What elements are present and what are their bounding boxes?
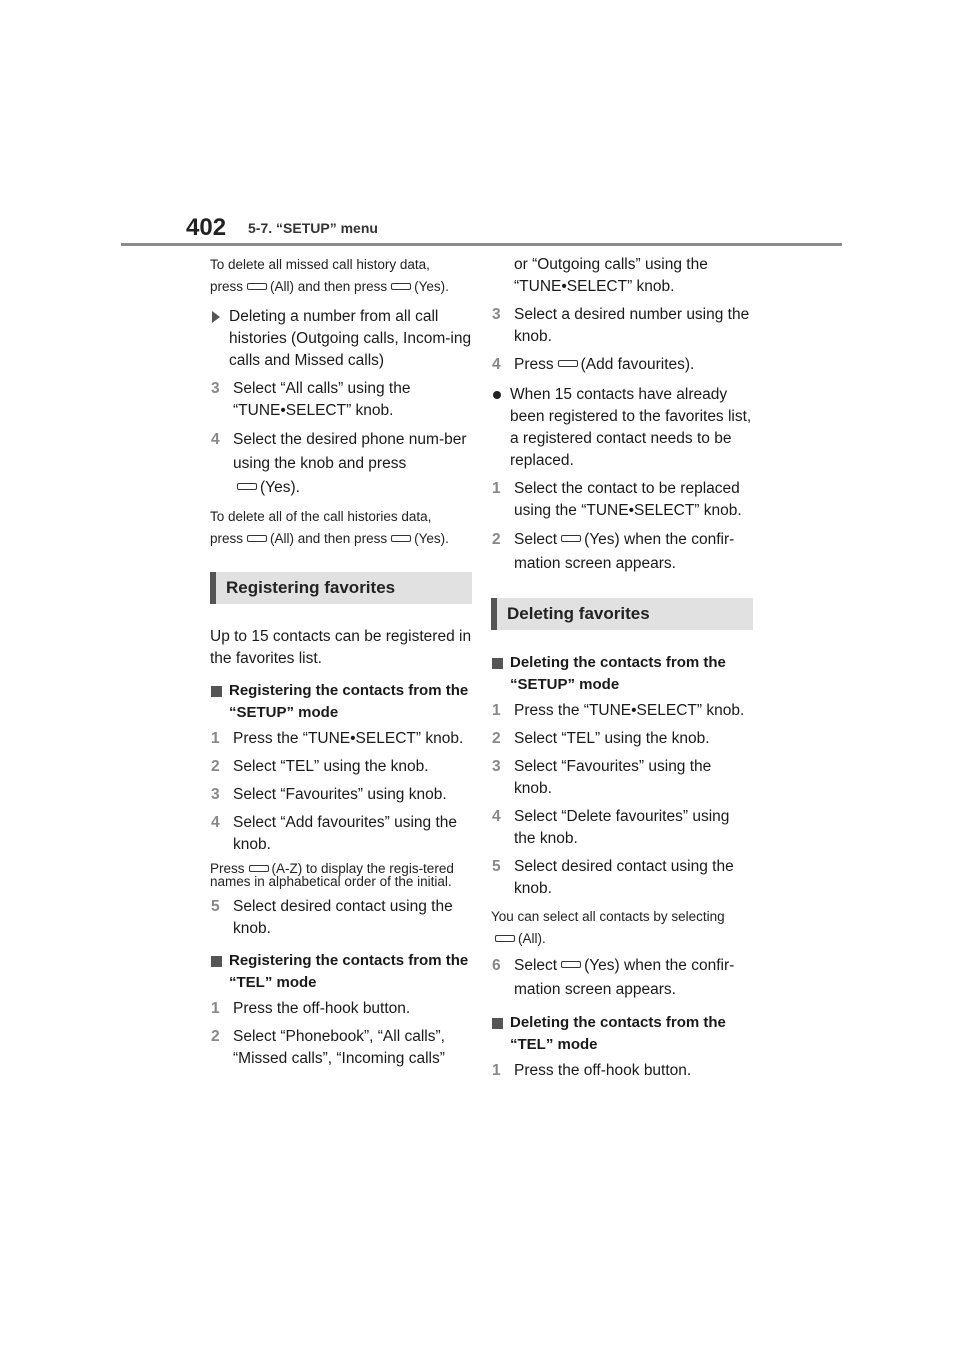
- square-bullet-icon: [492, 658, 503, 669]
- page-number: 402: [186, 214, 227, 241]
- note-text: (All) and then press: [270, 531, 388, 546]
- step-item: [210, 428, 472, 500]
- left-column: [210, 254, 472, 1076]
- step-item: [210, 728, 472, 750]
- step-text: Select: [514, 957, 558, 974]
- yes-button-icon: [391, 535, 411, 542]
- right-column: [491, 254, 753, 1088]
- step-text: (Add favourites).: [580, 356, 695, 373]
- step-text: Select “TEL” using the knob.: [514, 730, 710, 747]
- step-continuation: [491, 254, 753, 298]
- note-text: To delete all missed call history data,: [210, 257, 430, 272]
- yes-button-icon: [561, 535, 581, 542]
- step-text: or “Outgoing calls” using the “TUNE•SELECT” knob.: [514, 256, 708, 295]
- step-text: Press the off-hook button.: [233, 1000, 411, 1017]
- step-number: 3: [211, 786, 220, 803]
- step-text: Press the “TUNE•SELECT” knob.: [233, 730, 464, 747]
- bullet-item: [210, 306, 472, 372]
- bullet-text: When 15 contacts have already been registered to the favorites list, a registered contact needs to be replaced.: [510, 386, 752, 469]
- square-bullet-icon: [492, 1018, 503, 1029]
- body-paragraph: Up to 15 contacts can be registered in the favorites list.: [210, 628, 472, 667]
- note-text: press: [210, 279, 244, 294]
- step-number: 5: [211, 898, 220, 915]
- step-number: 4: [211, 814, 220, 831]
- section-title: 5-7. “SETUP” menu: [248, 220, 378, 236]
- step-number: 2: [492, 730, 501, 747]
- step-number: 1: [211, 1000, 220, 1017]
- step-text: Select “Phonebook”, “All calls”, “Missed calls”, “Incoming calls”: [233, 1028, 445, 1067]
- bullet-text: Deleting a number from all call histories (Outgoing calls, Incom-ing calls and Missed calls): [229, 308, 472, 369]
- dot-bullet-icon: [493, 391, 501, 399]
- step-text: Press the off-hook button.: [514, 1062, 692, 1079]
- step-number: 6: [492, 957, 501, 974]
- step-item: [491, 756, 753, 800]
- sub-heading: [491, 652, 753, 696]
- note-text: (Yes).: [414, 279, 449, 294]
- step-item: [210, 784, 472, 806]
- note-call-histories: [210, 506, 472, 550]
- step-text: Select “Add favourites” using the knob.: [233, 814, 458, 853]
- step-item: [210, 1026, 472, 1070]
- page-header: [0, 0, 960, 250]
- yes-button-icon: [561, 961, 581, 968]
- step-text: (Yes) when the confir-mation screen appears.: [514, 531, 735, 572]
- note-text: (All) and then press: [270, 279, 388, 294]
- step-text: Select a desired number using the knob.: [514, 306, 750, 345]
- step-text: Select desired contact using the knob.: [514, 858, 734, 897]
- all-button-icon: [247, 535, 267, 542]
- sub-heading-text: Registering the contacts from the “SETUP” mode: [229, 682, 469, 721]
- step-item: [491, 856, 753, 900]
- section-heading-registering-favorites: Registering favorites: [210, 572, 472, 604]
- step-text: Select the desired phone num-ber using the knob and press: [233, 431, 467, 472]
- step-text: Press: [514, 356, 554, 373]
- a-z-button-icon: [249, 865, 269, 872]
- step-text: Select “All calls” using the “TUNE•SELECT” knob.: [233, 380, 411, 419]
- square-bullet-icon: [211, 956, 222, 967]
- step-text: Select desired contact using the knob.: [233, 898, 453, 937]
- step-item: [491, 528, 753, 576]
- sub-heading: [210, 680, 472, 724]
- note-text: Press: [210, 861, 245, 876]
- step-item: [210, 812, 472, 856]
- sub-heading-text: Deleting the contacts from the “SETUP” mode: [510, 654, 726, 693]
- step-number: 2: [211, 1028, 220, 1045]
- step-item: [210, 896, 472, 940]
- note-select-all: [491, 906, 753, 950]
- step-item: [491, 1060, 753, 1082]
- step-item: [210, 756, 472, 778]
- step-text: Select “Delete favourites” using the knob.: [514, 808, 730, 847]
- step-text: Select the contact to be replaced using the “TUNE•SELECT” knob.: [514, 480, 742, 519]
- step-item: [491, 700, 753, 722]
- step-number: 1: [492, 702, 501, 719]
- step-item: [210, 998, 472, 1020]
- step-number: 3: [492, 306, 501, 323]
- step-item: [491, 304, 753, 348]
- step-text: Select “Favourites” using the knob.: [514, 758, 712, 797]
- step-item: [491, 728, 753, 750]
- step-number: 4: [211, 431, 220, 448]
- step-text: Select: [514, 531, 558, 548]
- step-text: Select “TEL” using the knob.: [233, 758, 429, 775]
- step-text: Press the “TUNE•SELECT” knob.: [514, 702, 745, 719]
- note-text: press: [210, 531, 244, 546]
- sub-heading-text: Deleting the contacts from the “TEL” mode: [510, 1014, 726, 1053]
- step-number: 3: [492, 758, 501, 775]
- note-text: To delete all of the call histories data,: [210, 509, 432, 524]
- step-item: [491, 354, 753, 376]
- sub-heading-text: Registering the contacts from the “TEL” mode: [229, 952, 469, 991]
- note-text: (All).: [518, 931, 546, 946]
- header-divider: [121, 243, 842, 246]
- all-button-icon: [247, 283, 267, 290]
- sub-heading: [491, 1012, 753, 1056]
- step-text: (Yes) when the confir-mation screen appears.: [514, 957, 735, 998]
- step-number: 4: [492, 356, 501, 373]
- step-number: 1: [211, 730, 220, 747]
- note-missed-calls: [210, 254, 472, 298]
- all-button-icon: [495, 935, 515, 942]
- sub-heading: [210, 950, 472, 994]
- step-item: [491, 478, 753, 522]
- note-text: (Yes).: [414, 531, 449, 546]
- step-number: 3: [211, 380, 220, 397]
- square-bullet-icon: [211, 686, 222, 697]
- step-number: 5: [492, 858, 501, 875]
- step-number: 2: [211, 758, 220, 775]
- note-text: You can select all contacts by selecting: [491, 909, 725, 924]
- step-text: (Yes).: [260, 479, 300, 496]
- step-number: 1: [492, 1062, 501, 1079]
- step-item: [210, 378, 472, 422]
- yes-button-icon: [237, 483, 257, 490]
- bullet-item: [491, 384, 753, 472]
- step-number: 2: [492, 531, 501, 548]
- step-text: Select “Favourites” using knob.: [233, 786, 447, 803]
- step-number: 1: [492, 480, 501, 497]
- step-number: 4: [492, 808, 501, 825]
- section-heading-deleting-favorites: Deleting favorites: [491, 598, 753, 630]
- add-favourites-button-icon: [558, 360, 578, 367]
- note-a-z: [210, 862, 472, 888]
- triangle-bullet-icon: [212, 311, 220, 323]
- step-item: [491, 954, 753, 1002]
- note-text: (A-Z) to display the regis-tered names in alphabetical order of the initial.: [210, 861, 454, 889]
- yes-button-icon: [391, 283, 411, 290]
- step-item: [491, 806, 753, 850]
